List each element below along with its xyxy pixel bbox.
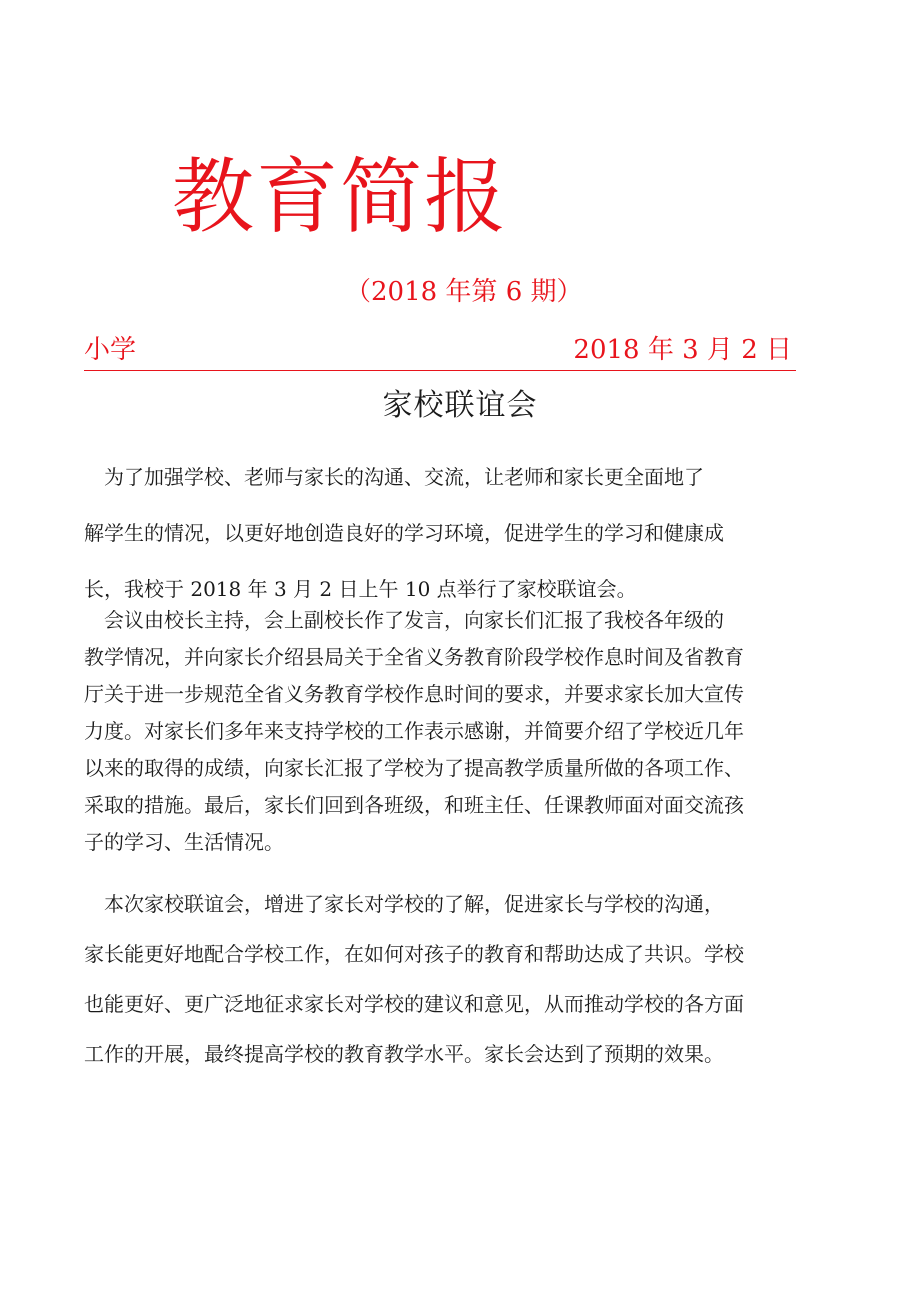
paragraph-line: 力度。对家长们多年来支持学校的工作表示感谢，并简要介绍了学校近几年 [84, 719, 744, 743]
paragraph-line: 家长能更好地配合学校工作，在如何对孩子的教育和帮助达成了共识。学校 [84, 942, 744, 966]
paragraph-conclusion [84, 879, 844, 1079]
paragraph-line: 子的学习、生活情况。 [84, 830, 284, 854]
paragraph-meeting [84, 602, 844, 861]
paragraph-line: 长，我校于 2018 年 3 月 2 日上午 10 点举行了家校联谊会。 [84, 577, 637, 601]
paragraph-line: 采取的措施。最后，家长们回到各班级，和班主任、任课教师面对面交流孩 [84, 793, 744, 817]
paragraph-line: 以来的取得的成绩，向家长汇报了学校为了提高教学质量所做的各项工作、 [84, 756, 744, 780]
paragraph-line: 本次家校联谊会，增进了家长对学校的了解，促进家长与学校的沟通， [84, 892, 724, 916]
issue-number: （2018 年第 6 期） [345, 277, 583, 307]
paragraph-intro [84, 449, 844, 617]
paragraph-line: 解学生的情况，以更好地创造良好的学习环境，促进学生的学习和健康成 [84, 521, 724, 545]
paragraph-line: 会议由校长主持，会上副校长作了发言，向家长们汇报了我校各年级的 [84, 608, 724, 632]
header-rule-row [84, 332, 796, 371]
publication-date: 2018 年 3 月 2 日 [573, 335, 792, 365]
paragraph-line: 工作的开展，最终提高学校的教育教学水平。家长会达到了预期的效果。 [84, 1042, 724, 1066]
paragraph-line: 教学情况，并向家长介绍县局关于全省义务教育阶段学校作息时间及省教育 [84, 645, 744, 669]
paragraph-line: 为了加强学校、老师与家长的沟通、交流，让老师和家长更全面地了 [84, 465, 704, 489]
newsletter-title: 教育简报 [172, 150, 509, 245]
paragraph-line: 也能更好、更广泛地征求家长对学校的建议和意见，从而推动学校的各方面 [84, 992, 744, 1016]
school-name: 小学 [84, 335, 137, 365]
article-title: 家校联谊会 [382, 388, 538, 423]
paragraph-line: 厅关于进一步规范全省义务教育学校作息时间的要求，并要求家长加大宣传 [84, 682, 744, 706]
